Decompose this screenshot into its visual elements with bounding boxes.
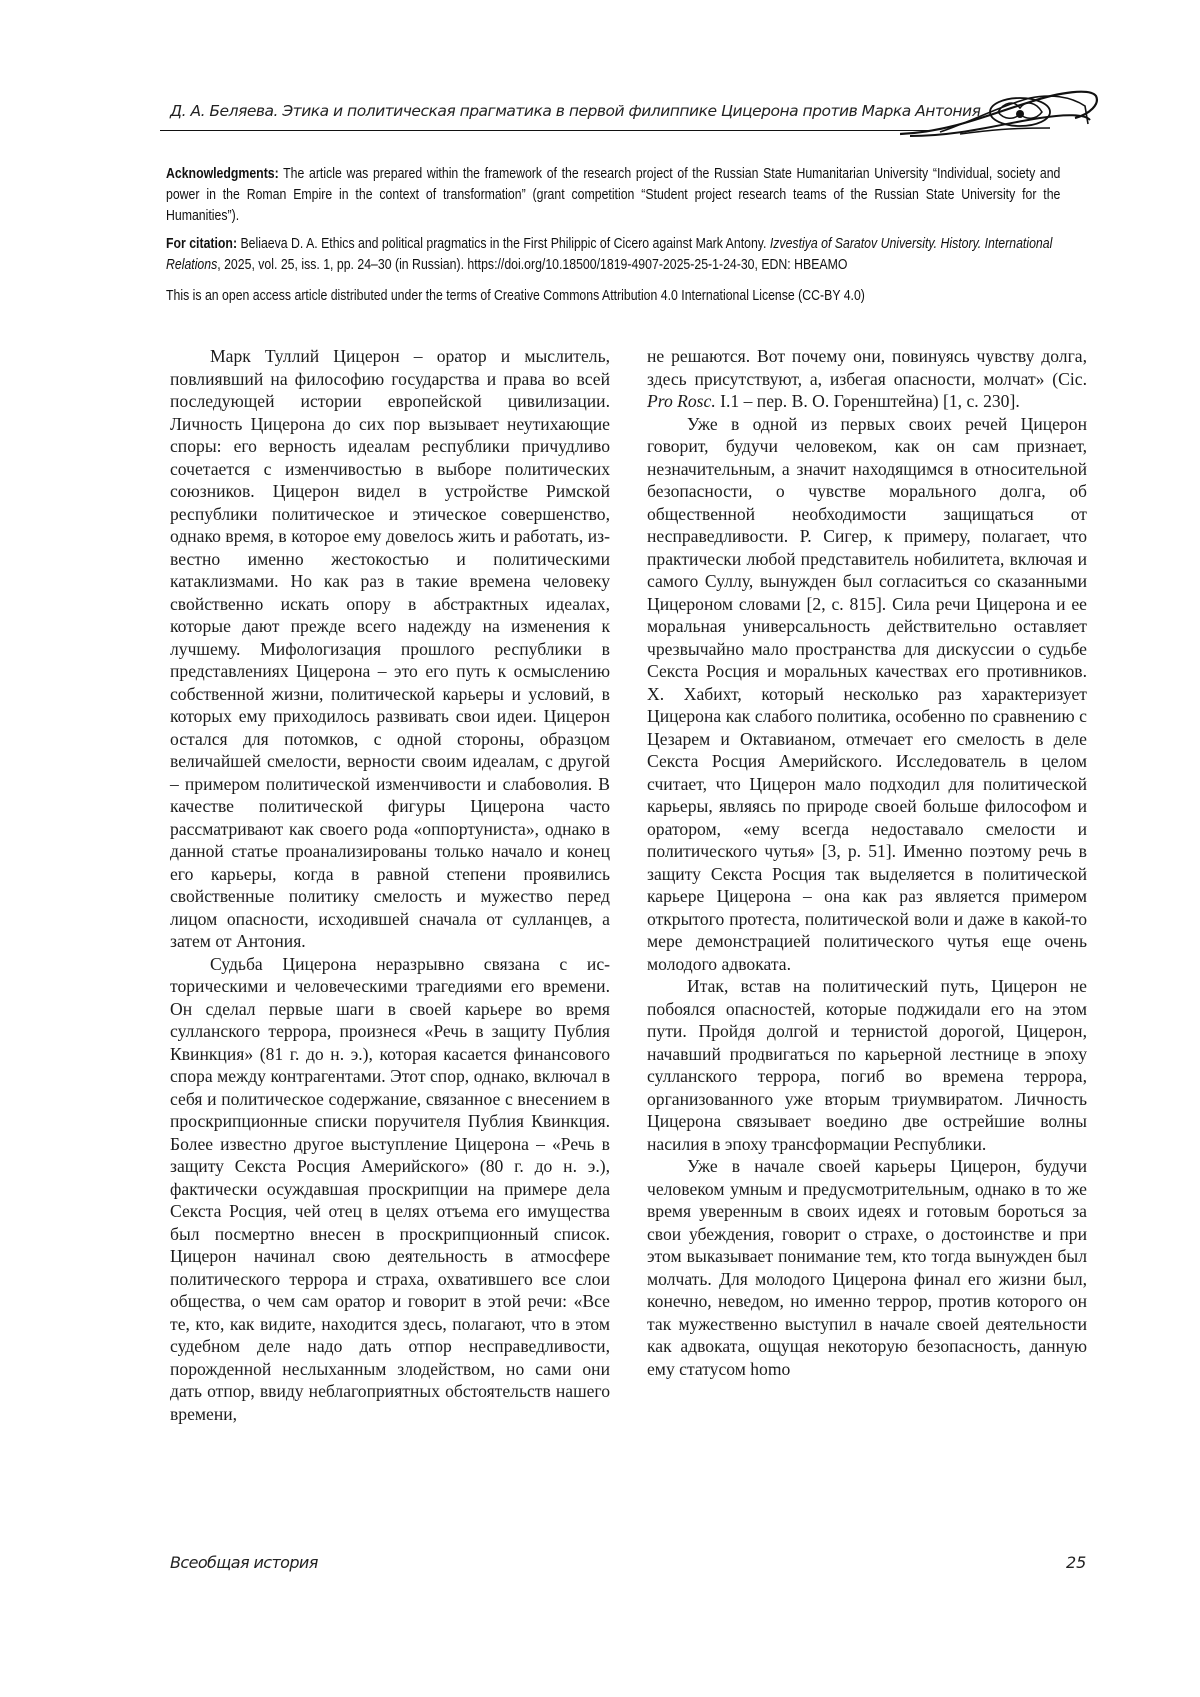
citation-label: For citation:: [166, 236, 238, 252]
quote-reference: I.1 – пер. В. О. Горенштейна) [1, с. 230].: [715, 391, 1020, 411]
paragraph: Уже в начале своей карьеры Цицерон, будучи человеком умным и предусмотрительным, однако в то же время уверенным в своих идеях и готовым бороться за свои убеждения, говорит о страхе, о достоинстве и при этом выказывает понимание тем, кто тогда вынужден был молчать. Для молодого Цицерона финал его жизни был, конечно, неведом, но именно террор, против которого он так мужественно выступил в начале своей деятельности как адвоката, ощущая некоторую безопасность, данную ему статусом homo: [647, 1156, 1087, 1379]
paragraph: Уже в одной из первых своих речей Цицерон говорит, будучи человеком, как он сам признает, незначительным, а значит находящимся в относительной безопасности, о чувстве морального долга, об общественной необходимости защищаться от несправедливости. Р. Сигер, к примеру, полагает, что практически любой представитель нобилитета, включая и самого Суллу, вынужден был согласиться со сказанными Цицероном словами [2, с. 815]. Сила речи Цицерона и ее моральная универсальность действительно оставляет чрезвычайно мало пространства для дискуссии о судьбе Секста Росция и моральных качествах его противников. Х. Хабихт, который несколько раз характеризует Цицерона как слабого политика, особенно по сравнению с Цезарем и Октавианом, отмечает его смелость в деле Секста Росция Америйского. Исследователь в целом считает, что Цицерон мало подходил для политической карьеры, являясь по природе своей больше философом и оратором, «ему всегда недоставало смелости и политического чутья» [3, p. 51]. Именно поэтому речь в защиту Секста Росция так выделяется в политической карьере Цицерона – она как раз является примером открытого протеста, политической воли и даже в какой-то мере демонстрацией политического чутья еще очень молодого адвоката.: [647, 413, 1087, 974]
paragraph: Марк Туллий Цицерон – оратор и мыслитель, повлиявший на философию государства и права во всей последующей истории европейской цивилизации. Личность Цицерона до сих пор вызывает неутихающие споры: его верность идеалам республики причудливо сочетается с изменчивостью в выборе политических союзников. Цицерон видел в устройстве Римской республики политическое и этическое совершенство, однако время, в которое ему довелось жить и работать, известно именно жестокостью и политическими катаклизмами. Но как раз в такие времена человеку свойственно искать опору в абстрактных идеалах, которые дают прежде всего надежду на изменения к лучшему. Мифологизация прошлого республики в представлениях Цицерона – это его путь к осмыслению собственной жизни, политической карьеры и условий, в которых ему приходилось развивать свои идеи. Цицерон остался для потомков, с одной стороны, образцом величайшей смелости, верности своим идеалам, с другой – примером политической изменчивости и слабоволия. В качестве политической фигуры Цицерона часто рассматривают как своего рода «оппортуниста», однако в данной статье проанализированы только начало и конец его карьеры, когда в равной степени проявились свойственные политику смелость и мужество перед лицом опасности, исходившей сначала от сулланцев, а затем от Антония.: [170, 346, 610, 951]
paragraph: Судьба Цицерона неразрывно связана с историческими и человеческими трагедиями его времени. Он сделал первые шаги в своей карьере во время сулланского террора, произнеся «Речь в защиту Публия Квинкция» (81 г. до н. э.), которая касается финансового спора между контрагентами. Этот спор, однако, включал в себя и политическое содержание, связанное с внесением в проскрипционные списки поручителя Публия Квинкция. Более известно другое выступление Цицерона – «Речь в защиту Секста Росция Америйского» (80 г. до н. э.), фактически осуждавшая проскрипции на примере дела Секста Росция, чей отец в целях отъема его имущества был посмертно внесен в проскрипционный список. Цицерон начинал свою деятельность в атмосфере политического террора и страха, охватившего все слои общества, о чем сам оратор и говорит в этой речи: «Все те, кто, как видите, находится здесь, полагают, что в этом судебном деле надо дать отпор несправедливости, порожденной неслыханным злодейством, но сами они дать отпор, ввиду неблагоприятных обстоятельств нашего времени,: [170, 953, 610, 1424]
body-column-right: [647, 345, 1087, 1380]
page-number: 25: [1066, 1553, 1087, 1572]
header-rule: [160, 130, 930, 131]
paragraph: Итак, встав на политический путь, Цицерон не побоялся опасностей, которые поджидали его на этом пути. Пройдя долгой и тернистой дорогой, Цицерон, начавший продвигаться по карьерной лестнице в эпоху сулланского террора, погиб во времена террора, организованного уже вторым триумвиратом. Личность Цицерона связывает воедино две острейшие волны насилия в эпоху трансформации Республики.: [647, 976, 1087, 1154]
license-notice: This is an open access article distributed under the terms of Creative Commons Attribution 4.0 International License (CC-BY 4.0): [166, 288, 865, 304]
citation-details: , 2025, vol. 25, iss. 1, pp. 24–30 (in Russian). https://doi.org/10.18500/1819-4907-2025-25-1-24-30, EDN: HBEAMO: [217, 257, 848, 273]
citation: [166, 234, 1060, 276]
acknowledgments-label: Acknowledgments:: [166, 166, 279, 182]
source-title: Pro Rosc.: [647, 391, 716, 411]
body-column-left: [170, 345, 610, 1425]
citation-journal: Izvestiya of Saratov University. History. International Relations: [166, 236, 1053, 273]
citation-text: Beliaeva D. A. Ethics and political pragmatics in the First Philippic of Cicero against Mark Antony.: [237, 236, 770, 252]
footer-section-title: Всеобщая история: [170, 1553, 318, 1572]
acknowledgments-text: The article was prepared within the framework of the research project of the Russian State Humanitarian University “Individual, society and power in the Roman Empire in the context of transformation” (grant competition “Student project research teams of the Russian State University for the Humanities”).: [166, 166, 1061, 224]
running-head: Д. А. Беляева. Этика и политическая прагматика в первой филиппике Цицерона против Марка Антония: [170, 102, 981, 120]
acknowledgments: [166, 164, 1060, 227]
art-nouveau-flourish-icon: [900, 84, 1100, 142]
quote-text: не решаются. Вот почему они, повинуясь чувству долга, здесь присутствуют, а, избегая опасности, молчат» (Cic.: [647, 346, 1087, 389]
paragraph-continuation: [647, 345, 1087, 413]
